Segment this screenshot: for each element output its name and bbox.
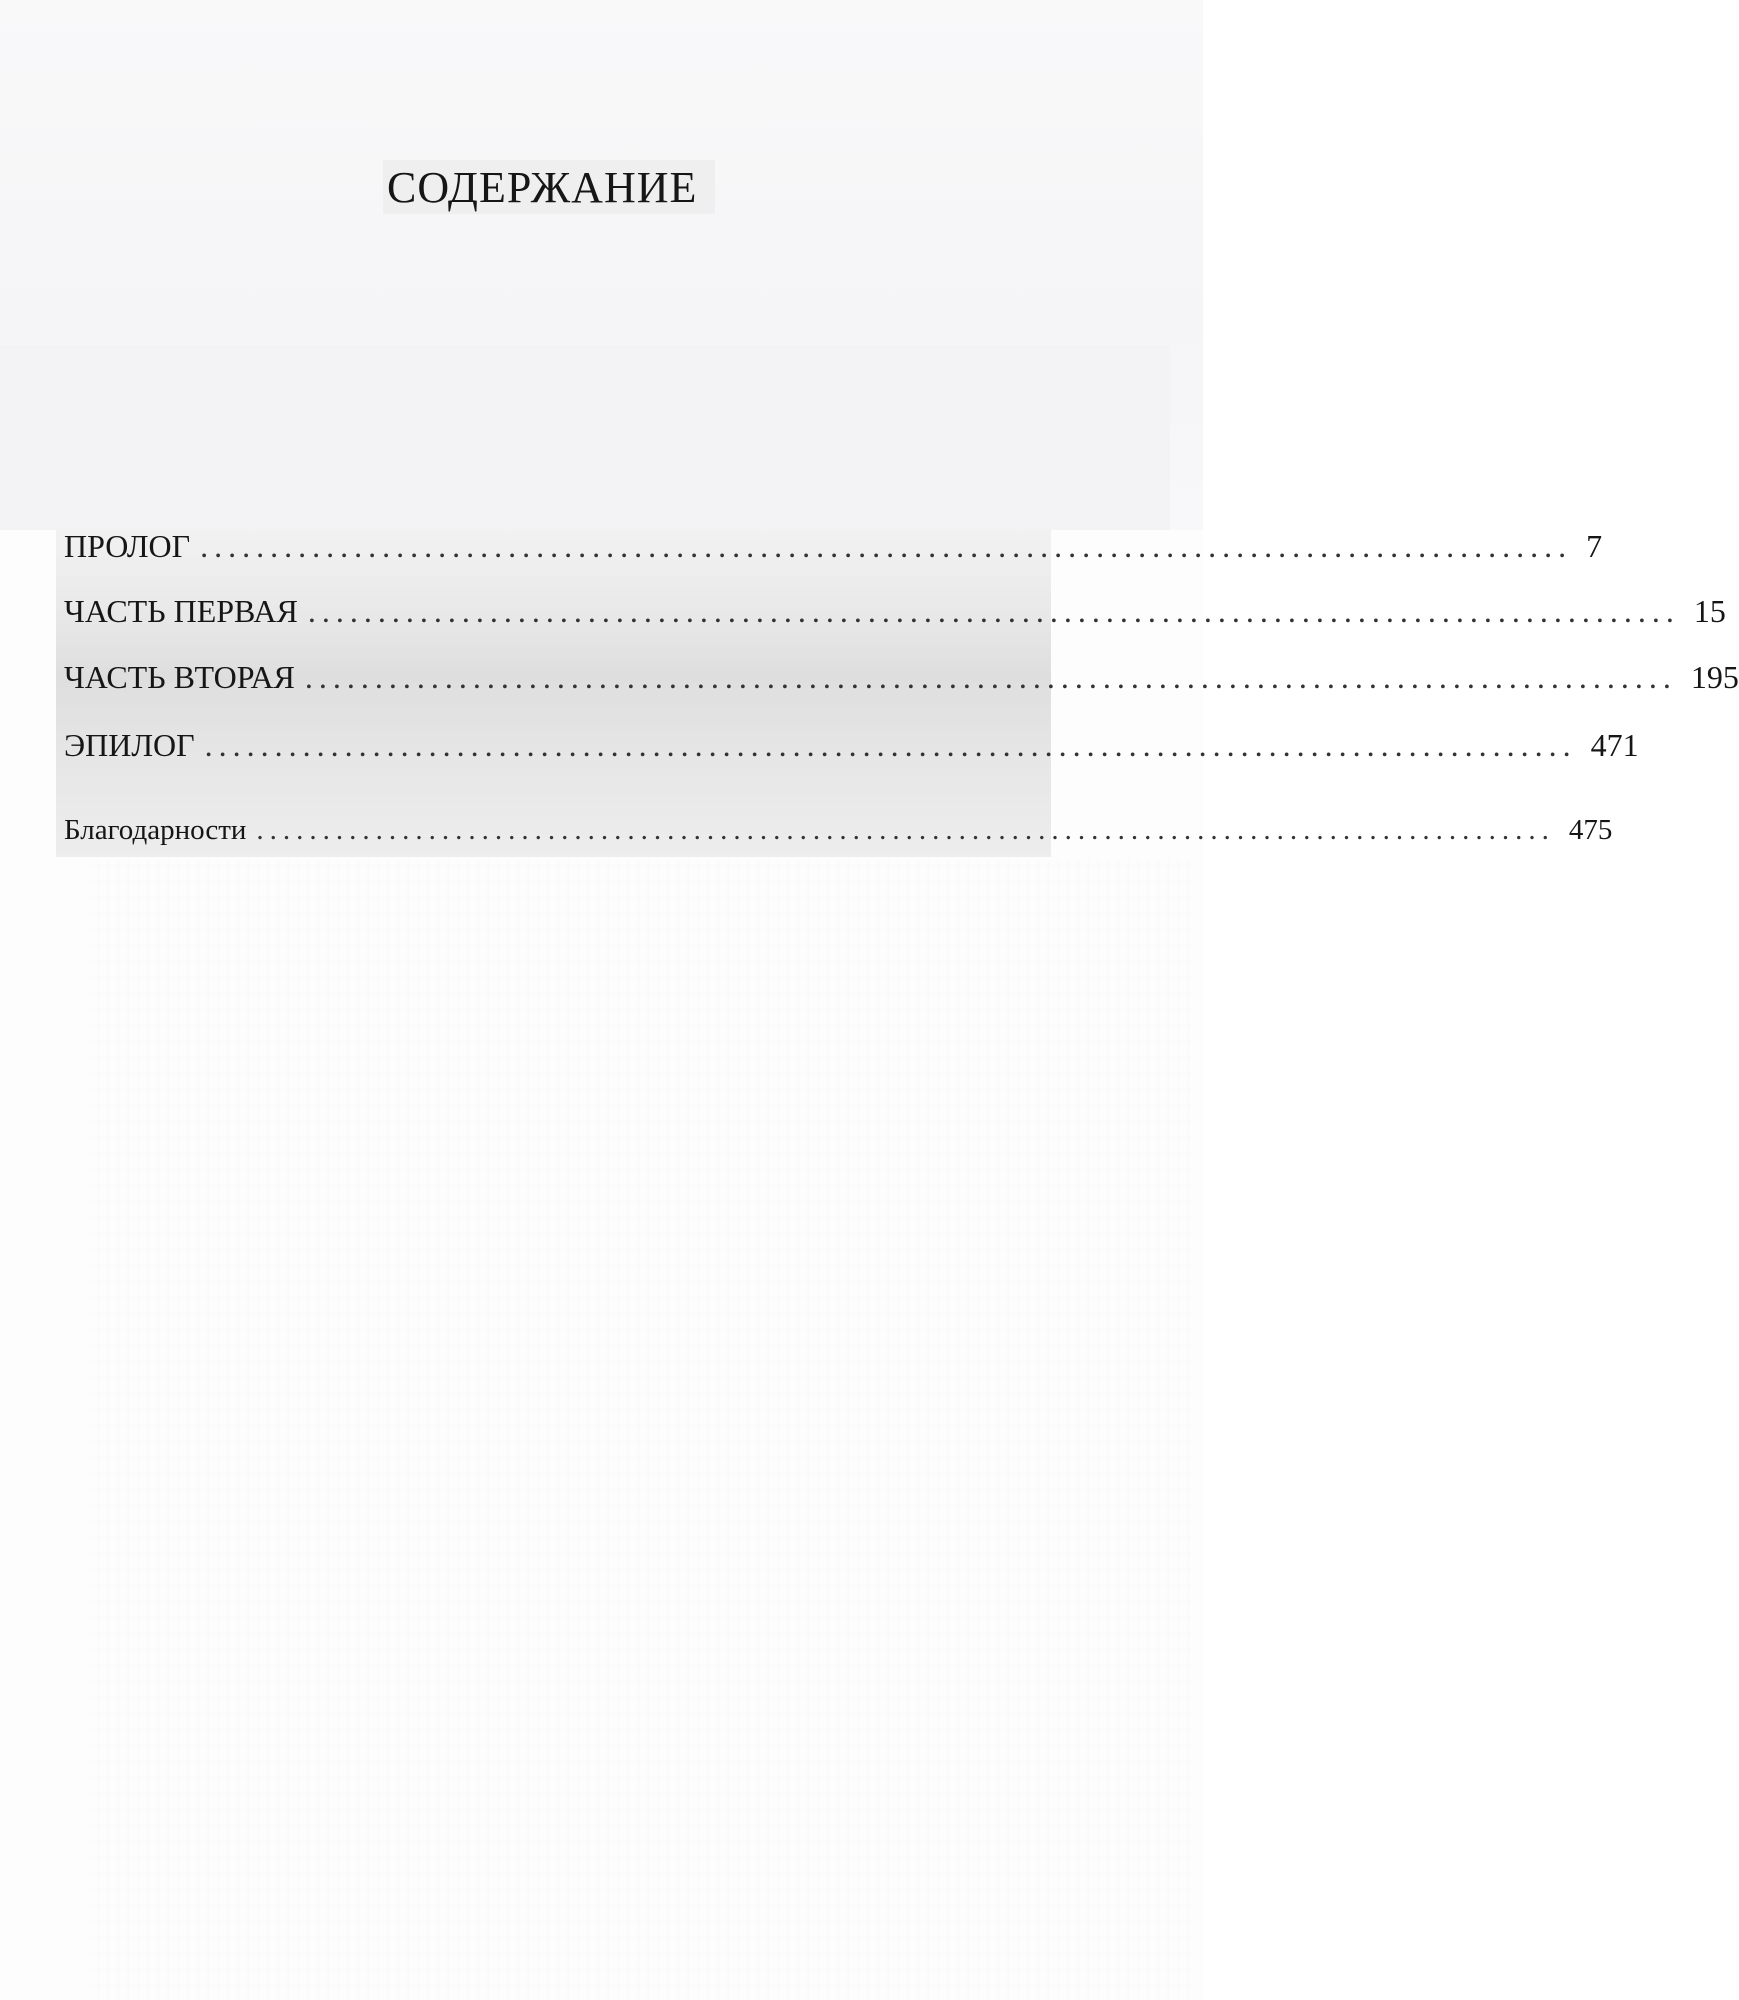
toc-entry-label: ЧАСТЬ ВТОРАЯ <box>64 659 295 695</box>
toc-page-number: 7 <box>1586 528 1603 564</box>
toc-entry-prologue[interactable] <box>64 528 1603 565</box>
toc-dot-leader: .................................................................................................. <box>204 727 1577 763</box>
toc-entry-label: ЭПИЛОГ <box>64 727 195 763</box>
toc-dot-leader: .................................................................................................. <box>256 814 1555 846</box>
toc-page-number: 15 <box>1693 593 1726 629</box>
toc-entry-part-two[interactable] <box>64 659 1739 696</box>
toc-entry-epilogue[interactable] <box>64 727 1639 764</box>
toc-entry-label: ЧАСТЬ ПЕРВАЯ <box>64 593 298 629</box>
toc-entry-part-one[interactable] <box>64 593 1726 630</box>
page-title: СОДЕРЖАНИЕ <box>383 160 715 214</box>
page-shading-band <box>0 345 1170 530</box>
paper-texture <box>90 860 1190 2000</box>
toc-page-number: 471 <box>1590 727 1639 763</box>
toc-dot-leader: .................................................................................................. <box>304 659 1677 695</box>
toc-page-number: 475 <box>1568 814 1613 846</box>
toc-entry-label: Благодарности <box>64 814 247 846</box>
toc-entry-label: ПРОЛОГ <box>64 528 191 564</box>
toc-entry-acknowledgements[interactable] <box>64 814 1613 847</box>
toc-dot-leader: .................................................................................................. <box>307 593 1680 629</box>
toc-dot-leader: .................................................................................................. <box>200 528 1573 564</box>
toc-page-number: 195 <box>1690 659 1739 695</box>
